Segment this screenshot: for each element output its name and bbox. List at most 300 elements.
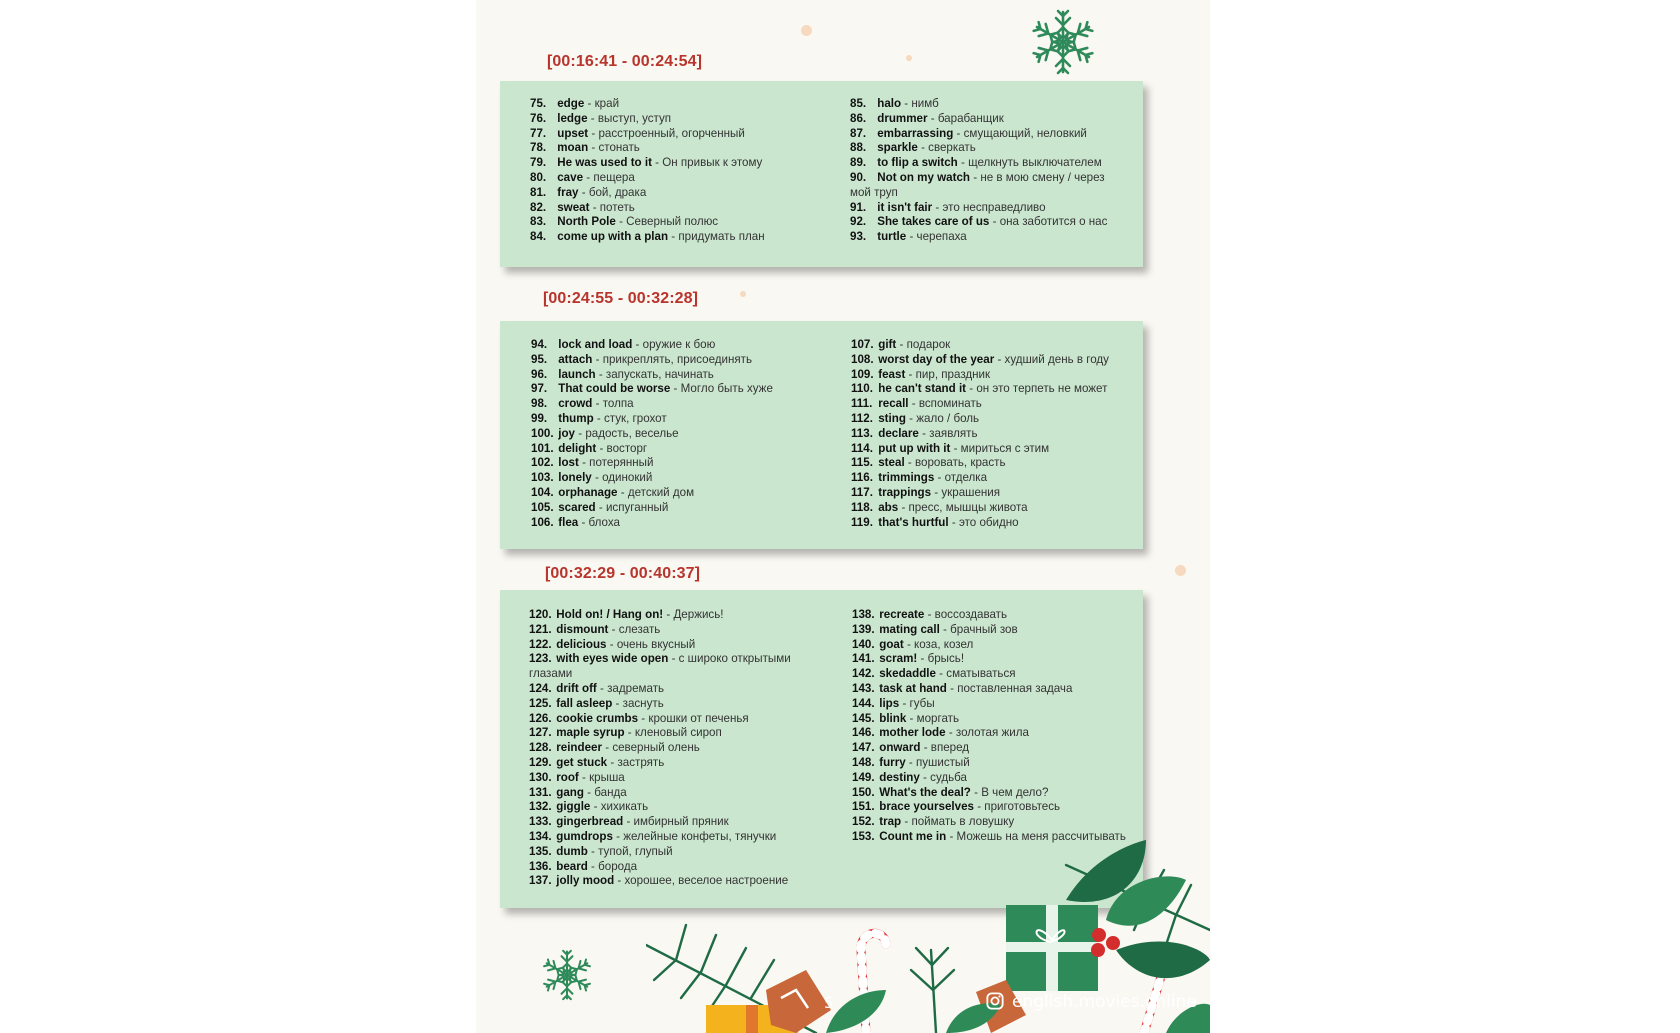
vocab-term: flea xyxy=(558,515,579,529)
vocab-item: 144. lips - губы xyxy=(852,696,935,710)
vocab-definition: Можешь на меня рассчитывать xyxy=(956,829,1126,843)
vocab-term: with eyes wide open xyxy=(556,652,669,666)
vocab-number: 120. xyxy=(529,608,552,621)
vocab-definition: детский дом xyxy=(627,485,695,499)
vocab-term: destiny xyxy=(879,770,920,784)
vocab-item: 127. maple syrup - кленовый сироп xyxy=(529,726,722,740)
vocab-number: 91. xyxy=(850,200,867,214)
vocab-item: 97. That could be worse - Могло быть хуже xyxy=(531,382,773,396)
vocab-item: 100. joy - радость, веселье xyxy=(531,426,679,440)
vocab-item: 96. launch - запускать, начинать xyxy=(531,367,714,381)
vocab-term: get stuck xyxy=(556,755,608,769)
vocab-definition: отделка xyxy=(944,471,988,485)
vocab-definition: кленовый сироп xyxy=(634,726,722,740)
vocab-number: 132. xyxy=(529,800,552,814)
vocab-number: 133. xyxy=(529,815,552,829)
vocab-item: 98. crowd - толпа xyxy=(531,397,634,411)
section-1-heading: [00:16:41 - 00:24:54] xyxy=(547,53,703,70)
vocab-definition: В чем дело? xyxy=(981,785,1049,799)
vocab-item: 118. abs - пресс, мышцы живота xyxy=(851,500,1028,514)
vocab-item: 108. worst day of the year - худший день в году xyxy=(851,352,1109,366)
section-3-heading: [00:32:29 - 00:40:37] xyxy=(545,565,701,582)
vocab-definition: худший день в году xyxy=(1004,352,1109,366)
vocab-item: 146. mother lode - золотая жила xyxy=(852,726,1029,740)
vocab-item: 122. delicious - очень вкусный xyxy=(529,637,696,651)
vocab-item: 93. turtle - черепаха xyxy=(850,230,967,244)
vocab-term: gift xyxy=(878,338,897,351)
vocab-number: 76. xyxy=(530,111,547,125)
vocab-number: 77. xyxy=(530,126,547,140)
vocab-item: 142. skedaddle - сматываться xyxy=(852,667,1016,681)
vocab-definition: хорошее, веселое настроение xyxy=(624,874,789,888)
vocab-number: 103. xyxy=(531,471,554,485)
vocab-number: 118. xyxy=(851,500,873,514)
vocab-number: 121. xyxy=(529,622,552,636)
vocab-definition: расстроенный, огорченный xyxy=(598,126,745,140)
vocab-definition: слезать xyxy=(618,622,661,636)
vocab-definition: золотая жила xyxy=(955,726,1029,740)
vocab-definition: запускать, начинать xyxy=(605,367,714,381)
vocab-item: 129. get stuck - застрять xyxy=(529,755,665,769)
vocab-item: 136. beard - борода xyxy=(529,859,638,873)
vocab-item: 109. feast - пир, праздник xyxy=(851,367,991,381)
vocab-definition: коза, козел xyxy=(914,637,974,651)
vocab-term: giggle xyxy=(556,800,591,814)
vocab-number: 100. xyxy=(531,426,554,440)
vocab-term: gumdrops xyxy=(556,829,613,843)
vocab-number: 79. xyxy=(530,156,547,170)
vocab-number: 125. xyxy=(529,696,552,710)
section-2-heading: [00:24:55 - 00:32:28] xyxy=(543,290,699,307)
section-1-right-column xyxy=(850,97,1128,245)
vocab-item: 147. onward - вперед xyxy=(852,741,970,755)
vocab-term: ledge xyxy=(557,111,588,125)
vocab-term: lips xyxy=(879,696,900,710)
vocab-definition: восторг xyxy=(606,441,648,455)
vocab-number: 84. xyxy=(530,230,547,244)
vocab-item: 113. declare - заявлять xyxy=(851,426,978,440)
vocab-item: 89. to flip a switch - щелкнуть выключателем xyxy=(850,156,1102,170)
vocab-term: She takes care of us xyxy=(877,215,990,229)
vocab-number: 89. xyxy=(850,156,867,170)
vocab-number: 147. xyxy=(852,741,875,755)
vocab-item: 121. dismount - слезать xyxy=(529,622,661,636)
vocab-term: maple syrup xyxy=(556,726,625,740)
vocab-definition: губы xyxy=(909,696,935,710)
vocab-definition: поставленная задача xyxy=(957,681,1073,695)
vocab-number: 88. xyxy=(850,141,867,155)
vocab-item: 87. embarrassing - смущающий, неловкий xyxy=(850,126,1087,140)
vocab-definition: смущающий, неловкий xyxy=(963,126,1087,140)
vocab-term: drift off xyxy=(556,681,597,695)
vocab-definition: потеть xyxy=(599,200,635,214)
vocab-definition: барабанщик xyxy=(937,111,1004,125)
vocab-term: recreate xyxy=(879,608,925,621)
vocab-number: 143. xyxy=(852,681,875,695)
vocab-item: 90. Not on my watch - не в мою смену / через мой труп xyxy=(850,170,1105,199)
vocab-term: it isn't fair xyxy=(877,200,933,214)
vocab-item: 107. gift - подарок xyxy=(851,338,951,351)
vocab-item: 148. furry - пушистый xyxy=(852,755,970,769)
vocab-definition: моргать xyxy=(916,711,959,725)
vocab-item: 80. cave - пещера xyxy=(530,170,635,184)
vocab-number: 109. xyxy=(851,367,874,381)
vocab-term: embarrassing xyxy=(877,126,954,140)
vocab-term: put up with it xyxy=(878,441,951,455)
vocab-item: 82. sweat - потеть xyxy=(530,200,635,214)
vocab-definition: воровать, красть xyxy=(914,456,1006,470)
vocab-term: Hold on! / Hang on! xyxy=(556,608,664,621)
vocab-term: scram! xyxy=(879,652,918,666)
vocab-definition: это обидно xyxy=(958,515,1019,529)
vocab-number: 146. xyxy=(852,726,875,740)
vocab-term: feast xyxy=(878,367,906,381)
vocab-item: 141. scram! - брысь! xyxy=(852,652,965,666)
vocab-item: 102. lost - потерянный xyxy=(531,456,654,470)
section-2-left-column xyxy=(531,338,821,530)
vocab-number: 128. xyxy=(529,741,552,755)
vocab-number: 149. xyxy=(852,770,875,784)
vocab-term: mother lode xyxy=(879,726,946,740)
vocab-definition: застрять xyxy=(617,755,665,769)
vocab-term: steal xyxy=(878,456,905,470)
decor-dot xyxy=(801,25,812,36)
vocab-item: 88. sparkle - сверкать xyxy=(850,141,976,155)
vocab-term: come up with a plan xyxy=(557,230,669,244)
vocab-number: 95. xyxy=(531,352,548,366)
vocab-number: 92. xyxy=(850,215,867,229)
vocab-number: 87. xyxy=(850,126,867,140)
vocab-number: 139. xyxy=(852,622,875,636)
vocab-term: blink xyxy=(879,711,907,725)
vocab-term: that's hurtful xyxy=(878,515,949,529)
vocab-definition: черепаха xyxy=(916,230,967,244)
vocab-item: 150. What's the deal? - В чем дело? xyxy=(852,785,1049,799)
vocab-item: 120. Hold on! / Hang on! - Держись! xyxy=(529,608,724,621)
vocab-definition: одинокий xyxy=(602,471,653,485)
vocab-item: 76. ledge - выступ, уступ xyxy=(530,111,672,125)
vocab-term: attach xyxy=(558,352,593,366)
vocab-number: 129. xyxy=(529,755,552,769)
vocab-item: 131. gang - банда xyxy=(529,785,627,799)
gift-icon xyxy=(1006,905,1098,991)
vocab-term: crowd xyxy=(558,397,593,411)
vocab-number: 138. xyxy=(852,608,875,621)
vocab-item: 143. task at hand - поставленная задача xyxy=(852,681,1073,695)
vocab-term: delicious xyxy=(556,637,607,651)
vocab-item: 119. that's hurtful - это обидно xyxy=(851,515,1019,529)
vocab-definition: украшения xyxy=(941,485,1001,499)
vocab-number: 135. xyxy=(529,844,552,858)
vocab-number: 93. xyxy=(850,230,867,244)
vocab-item: 92. She takes care of us - она заботится о нас xyxy=(850,215,1108,229)
vocab-term: abs xyxy=(878,500,899,514)
vocab-definition: пир, праздник xyxy=(915,367,991,381)
vocab-term: dismount xyxy=(556,622,609,636)
vocab-number: 122. xyxy=(529,637,552,651)
vocab-term: to flip a switch xyxy=(877,156,958,170)
vocab-definition: выступ, уступ xyxy=(597,111,672,125)
vocab-number: 86. xyxy=(850,111,867,125)
section-1-left-column xyxy=(530,97,820,245)
vocab-definition: заснуть xyxy=(622,696,664,710)
vocab-item: 95. attach - прикреплять, присоединять xyxy=(531,352,753,366)
vocab-item: 94. lock and load - оружие к бою xyxy=(531,338,716,351)
vocab-term: He was used to it xyxy=(557,156,652,170)
vocab-term: upset xyxy=(557,126,589,140)
vocab-number: 96. xyxy=(531,367,548,381)
vocab-number: 90. xyxy=(850,170,867,184)
vocab-term: fall asleep xyxy=(556,696,613,710)
vocab-item: 78. moan - стонать xyxy=(530,141,640,155)
vocab-term: recall xyxy=(878,397,909,411)
vocab-number: 104. xyxy=(531,485,554,499)
vocab-definition: хихикать xyxy=(600,800,649,814)
vocab-item: 133. gingerbread - имбирный пряник xyxy=(529,815,729,829)
vocab-definition: вспоминать xyxy=(918,397,982,411)
vocab-definition: вперед xyxy=(930,741,970,755)
vocab-number: 99. xyxy=(531,411,548,425)
vocab-definition: брысь! xyxy=(927,652,965,666)
vocab-number: 114. xyxy=(851,441,873,455)
decor-dot xyxy=(906,55,912,61)
vocab-number: 98. xyxy=(531,397,548,411)
vocab-definition: жало / боль xyxy=(916,411,980,425)
vocab-term: reindeer xyxy=(556,741,602,755)
vocab-term: dumb xyxy=(556,844,588,858)
vocab-term: declare xyxy=(878,426,919,440)
vocab-term: furry xyxy=(879,755,906,769)
vocab-number: 117. xyxy=(851,485,873,499)
vocab-number: 83. xyxy=(530,215,547,229)
vocab-item: 134. gumdrops - желейные конфеты, тянучки xyxy=(529,829,777,843)
vocab-item: 91. it isn't fair - это несправедливо xyxy=(850,200,1046,214)
vocab-definition: судьба xyxy=(930,770,967,784)
vocab-definition: стонать xyxy=(598,141,640,155)
vocab-number: 85. xyxy=(850,97,867,110)
vocab-term: cookie crumbs xyxy=(556,711,639,725)
vocab-item: 115. steal - воровать, красть xyxy=(851,456,1006,470)
vocab-term: trap xyxy=(879,815,902,829)
vocab-item: 135. dumb - тупой, глупый xyxy=(529,844,673,858)
vocab-definition: борода xyxy=(598,859,638,873)
vocab-term: sweat xyxy=(557,200,590,214)
vocab-number: 110. xyxy=(851,382,873,396)
vocab-definition: задремать xyxy=(607,681,665,695)
vocab-term: trimmings xyxy=(878,471,935,485)
social-handle: english.movies.online xyxy=(1012,992,1197,1012)
vocab-definition: пушистый xyxy=(915,755,970,769)
vocab-item: 123. with eyes wide open - с широко открытыми глазами xyxy=(529,652,791,681)
vocab-definition: толпа xyxy=(602,397,634,411)
vocab-number: 78. xyxy=(530,141,547,155)
vocab-item: 101. delight - восторг xyxy=(531,441,648,455)
vocab-item: 128. reindeer - северный олень xyxy=(529,741,700,755)
vocab-term: North Pole xyxy=(557,215,616,229)
decor-dot xyxy=(1175,565,1186,576)
vocab-definition: Он привык к этому xyxy=(662,156,763,170)
section-2-right-column xyxy=(851,338,1133,530)
vocab-definition: оружие к бою xyxy=(642,338,716,351)
vocab-term: sparkle xyxy=(877,141,918,155)
vocab-term: delight xyxy=(558,441,597,455)
vocab-definition: бой, драка xyxy=(588,185,647,199)
vocab-term: Count me in xyxy=(879,829,947,843)
vocab-definition: край xyxy=(594,97,620,110)
vocab-term: brace yourselves xyxy=(879,800,974,814)
vocab-item: 132. giggle - хихикать xyxy=(529,800,649,814)
vocab-number: 113. xyxy=(851,426,873,440)
vocab-term: orphanage xyxy=(558,485,618,499)
vocab-item: 153. Count me in - Можешь на меня рассчитывать xyxy=(852,829,1126,843)
vocab-number: 116. xyxy=(851,471,873,485)
vocab-item: 99. thump - стук, грохот xyxy=(531,411,667,425)
worksheet-page xyxy=(476,0,1210,1033)
vocab-item: 116. trimmings - отделка xyxy=(851,471,988,485)
section-3-right-column xyxy=(852,608,1142,845)
vocab-term: thump xyxy=(558,411,594,425)
vocab-item: 137. jolly mood - хорошее, веселое настроение xyxy=(529,874,789,888)
vocab-item: 84. come up with a plan - придумать план xyxy=(530,230,765,244)
vocab-definition: крыша xyxy=(589,770,625,784)
vocab-term: jolly mood xyxy=(556,874,615,888)
vocab-number: 101. xyxy=(531,441,554,455)
vocab-definition: не в мою смену / через мой труп xyxy=(850,170,1105,199)
vocab-item: 124. drift off - задремать xyxy=(529,681,665,695)
vocab-number: 107. xyxy=(851,338,874,351)
page-number: 5 xyxy=(824,994,834,1012)
vocab-item: 86. drummer - барабанщик xyxy=(850,111,1004,125)
vocab-term: worst day of the year xyxy=(878,352,995,366)
vocab-item: 75. edge - край xyxy=(530,97,620,110)
vocab-number: 127. xyxy=(529,726,552,740)
vocab-term: launch xyxy=(558,367,596,381)
vocab-number: 141. xyxy=(852,652,875,666)
vocab-term: sting xyxy=(878,411,906,425)
vocab-number: 137. xyxy=(529,874,552,888)
vocab-item: 151. brace yourselves - приготовьтесь xyxy=(852,800,1061,814)
vocab-number: 144. xyxy=(852,696,875,710)
vocab-term: lost xyxy=(558,456,579,470)
vocab-number: 152. xyxy=(852,815,875,829)
vocab-number: 124. xyxy=(529,681,552,695)
vocab-number: 136. xyxy=(529,859,552,873)
vocab-definition: придумать план xyxy=(678,230,765,244)
vocab-definition: нимб xyxy=(911,97,939,110)
vocab-term: onward xyxy=(879,741,921,755)
vocab-definition: подарок xyxy=(906,338,951,351)
vocab-number: 148. xyxy=(852,755,875,769)
vocab-term: gang xyxy=(556,785,584,799)
vocab-number: 106. xyxy=(531,515,554,529)
vocab-definition: крошки от печенья xyxy=(648,711,749,725)
vocab-definition: щелкнуть выключателем xyxy=(968,156,1102,170)
vocab-number: 81. xyxy=(530,185,547,199)
vocab-item: 111. recall - вспоминать xyxy=(851,397,982,411)
vocab-definition: пещера xyxy=(593,170,635,184)
vocab-definition: сматываться xyxy=(946,667,1016,681)
vocab-definition: северный олень xyxy=(612,741,700,755)
vocab-number: 112. xyxy=(851,411,873,425)
vocab-definition: Северный полюс xyxy=(626,215,719,229)
vocab-item: 112. sting - жало / боль xyxy=(851,411,980,425)
vocab-term: joy xyxy=(558,426,575,440)
vocab-item: 114. put up with it - мириться с этим xyxy=(851,441,1050,455)
vocab-definition: стук, грохот xyxy=(603,411,667,425)
vocab-term: task at hand xyxy=(879,681,947,695)
vocab-definition: мириться с этим xyxy=(960,441,1050,455)
vocab-item: 126. cookie crumbs - крошки от печенья xyxy=(529,711,749,725)
vocab-term: he can't stand it xyxy=(878,382,967,396)
vocab-definition: это несправедливо xyxy=(942,200,1046,214)
vocab-number: 102. xyxy=(531,456,554,470)
vocab-item: 81. fray - бой, драка xyxy=(530,185,647,199)
vocab-term: halo xyxy=(877,97,902,110)
vocab-definition: прикреплять, присоединять xyxy=(602,352,753,366)
vocab-item: 106. flea - блоха xyxy=(531,515,620,529)
vocab-item: 77. upset - расстроенный, огорченный xyxy=(530,126,745,140)
vocab-definition: она заботится о нас xyxy=(999,215,1108,229)
vocab-term: What's the deal? xyxy=(879,785,971,799)
vocab-definition: заявлять xyxy=(929,426,978,440)
vocab-definition: пресс, мышцы живота xyxy=(908,500,1028,514)
vocab-item: 130. roof - крыша xyxy=(529,770,625,784)
vocab-number: 108. xyxy=(851,352,874,366)
vocab-item: 85. halo - нимб xyxy=(850,97,939,110)
vocab-definition: сверкать xyxy=(928,141,976,155)
vocab-term: fray xyxy=(557,185,579,199)
vocab-term: skedaddle xyxy=(879,667,936,681)
vocab-number: 131. xyxy=(529,785,552,799)
vocab-definition: имбирный пряник xyxy=(633,815,729,829)
vocab-definition: брачный зов xyxy=(950,622,1018,636)
vocab-number: 80. xyxy=(530,170,547,184)
vocab-number: 151. xyxy=(852,800,875,814)
vocab-number: 142. xyxy=(852,667,875,681)
vocab-definition: очень вкусный xyxy=(616,637,696,651)
decor-dot xyxy=(740,291,746,297)
vocab-item: 83. North Pole - Северный полюс xyxy=(530,215,719,229)
vocab-term: moan xyxy=(557,141,589,155)
vocab-definition: испуганный xyxy=(605,500,669,514)
vocab-item: 140. goat - коза, козел xyxy=(852,637,974,651)
vocab-item: 125. fall asleep - заснуть xyxy=(529,696,664,710)
vocab-number: 126. xyxy=(529,711,552,725)
vocab-number: 134. xyxy=(529,829,552,843)
vocab-item: 117. trappings - украшения xyxy=(851,485,1001,499)
snowflake-icon xyxy=(542,948,592,1002)
vocab-definition: приготовьтесь xyxy=(984,800,1061,814)
vocab-term: edge xyxy=(557,97,585,110)
vocab-item: 139. mating call - брачный зов xyxy=(852,622,1018,636)
vocab-definition: он это терпеть не может xyxy=(976,382,1108,396)
vocab-item: 110. he can't stand it - он это терпеть не может xyxy=(851,382,1108,396)
instagram-icon xyxy=(986,992,1004,1010)
vocab-number: 94. xyxy=(531,338,548,351)
vocab-definition: потерянный xyxy=(589,456,654,470)
vocab-term: roof xyxy=(556,770,579,784)
vocab-item: 105. scared - испуганный xyxy=(531,500,669,514)
snowflake-icon xyxy=(1031,8,1095,76)
vocab-definition: воссоздавать xyxy=(934,608,1008,621)
vocab-definition: поймать в ловушку xyxy=(911,815,1015,829)
vocab-definition: банда xyxy=(594,785,627,799)
vocab-number: 97. xyxy=(531,382,548,396)
vocab-number: 140. xyxy=(852,637,875,651)
vocab-definition: радость, веселье xyxy=(585,426,679,440)
section-2-box xyxy=(500,321,1143,549)
vocab-term: lonely xyxy=(558,471,592,485)
